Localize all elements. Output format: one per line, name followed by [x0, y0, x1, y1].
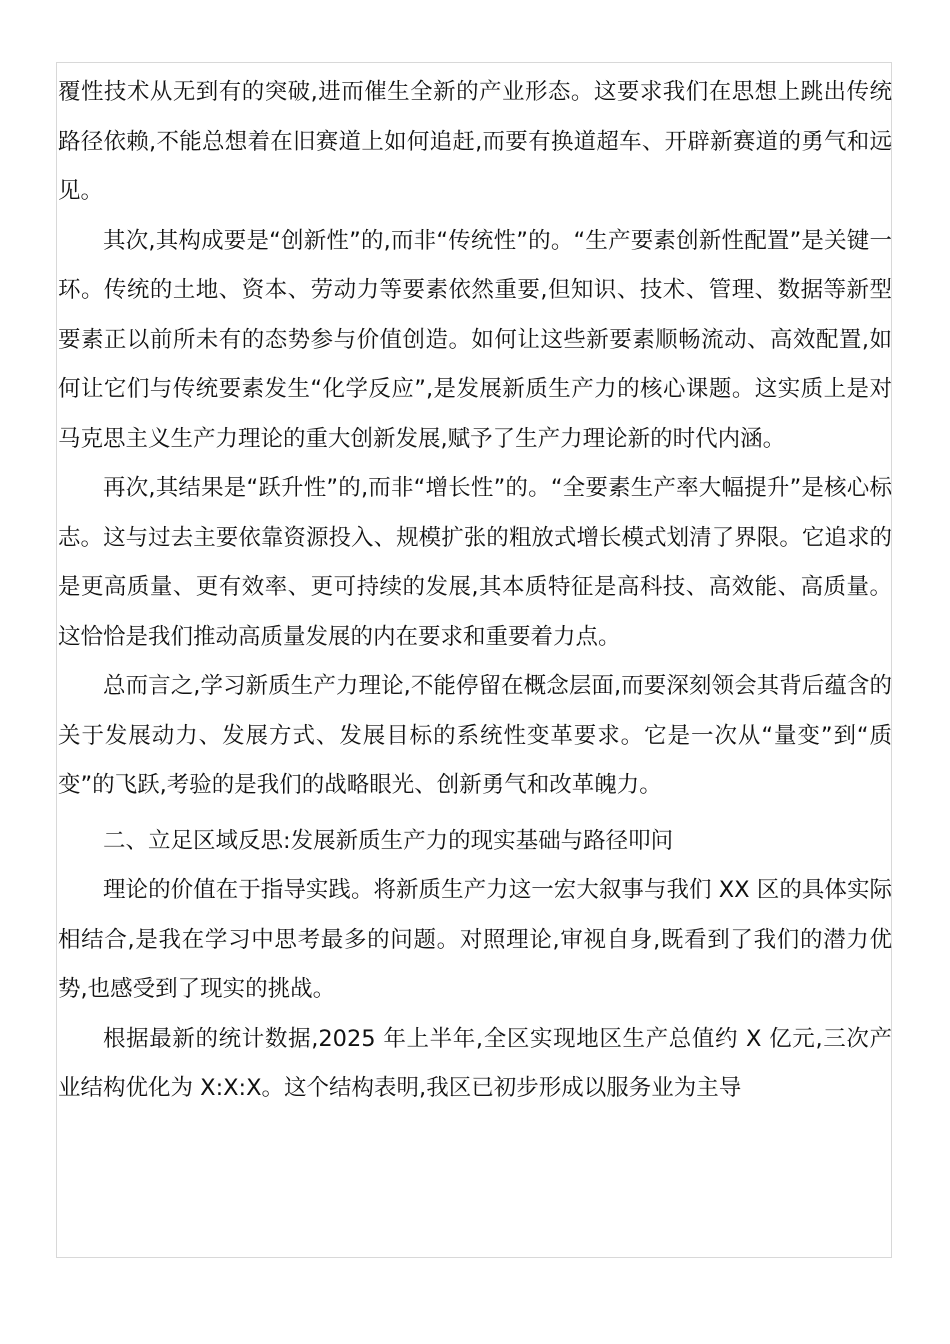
paragraph: 其次,其构成要是“创新性”的,而非“传统性”的。“生产要素创新性配置”是关键一环。传统的土地、资本、劳动力等要素依然重要,但知识、技术、管理、数据等新型要素正以前所未有的态势参与价值创造。如何让这些新要素顺畅流动、高效配置,如何让它们与传统要素发生“化学反应”,是发展新质生产力的核心课题。这实质上是对马克思主义生产力理论的重大创新发展,赋予了生产力理论新的时代内涵。: [58, 227, 892, 452]
paragraph: 总而言之,学习新质生产力理论,不能停留在概念层面,而要深刻领会其背后蕴含的关于发展动力、发展方式、发展目标的系统性变革要求。它是一次从“量变”到“质变”的飞跃,考验的是我们的战略眼光、创新勇气和改革魄力。: [58, 673, 892, 798]
section-heading: 二、立足区域反思:发展新质生产力的现实基础与路径叩问: [103, 827, 674, 854]
paragraph: 覆性技术从无到有的突破,进而催生全新的产业形态。这要求我们在思想上跳出传统路径依赖,不能总想着在旧赛道上如何追赶,而要有换道超车、开辟新赛道的勇气和远见。: [58, 79, 892, 204]
paragraph: 理论的价值在于指导实践。将新质生产力这一宏大叙事与我们 XX 区的具体实际相结合,是我在学习中思考最多的问题。对照理论,审视自身,既看到了我们的潜力优势,也感受到了现实的挑战。: [58, 877, 892, 1002]
paragraph: 根据最新的统计数据,2025 年上半年,全区实现地区生产总值约 X 亿元,三次产业结构优化为 X:X:X。这个结构表明,我区已初步形成以服务业为主导: [58, 1025, 892, 1101]
paragraph: 再次,其结果是“跃升性”的,而非“增长性”的。“全要素生产率大幅提升”是核心标志。这与过去主要依靠资源投入、规模扩张的粗放式增长模式划清了界限。它追求的是更高质量、更有效率、更可持续的发展,其本质特征是高科技、高效能、高质量。这恰恰是我们推动高质量发展的内在要求和重要着力点。: [58, 475, 892, 650]
document-body: [58, 68, 892, 1114]
